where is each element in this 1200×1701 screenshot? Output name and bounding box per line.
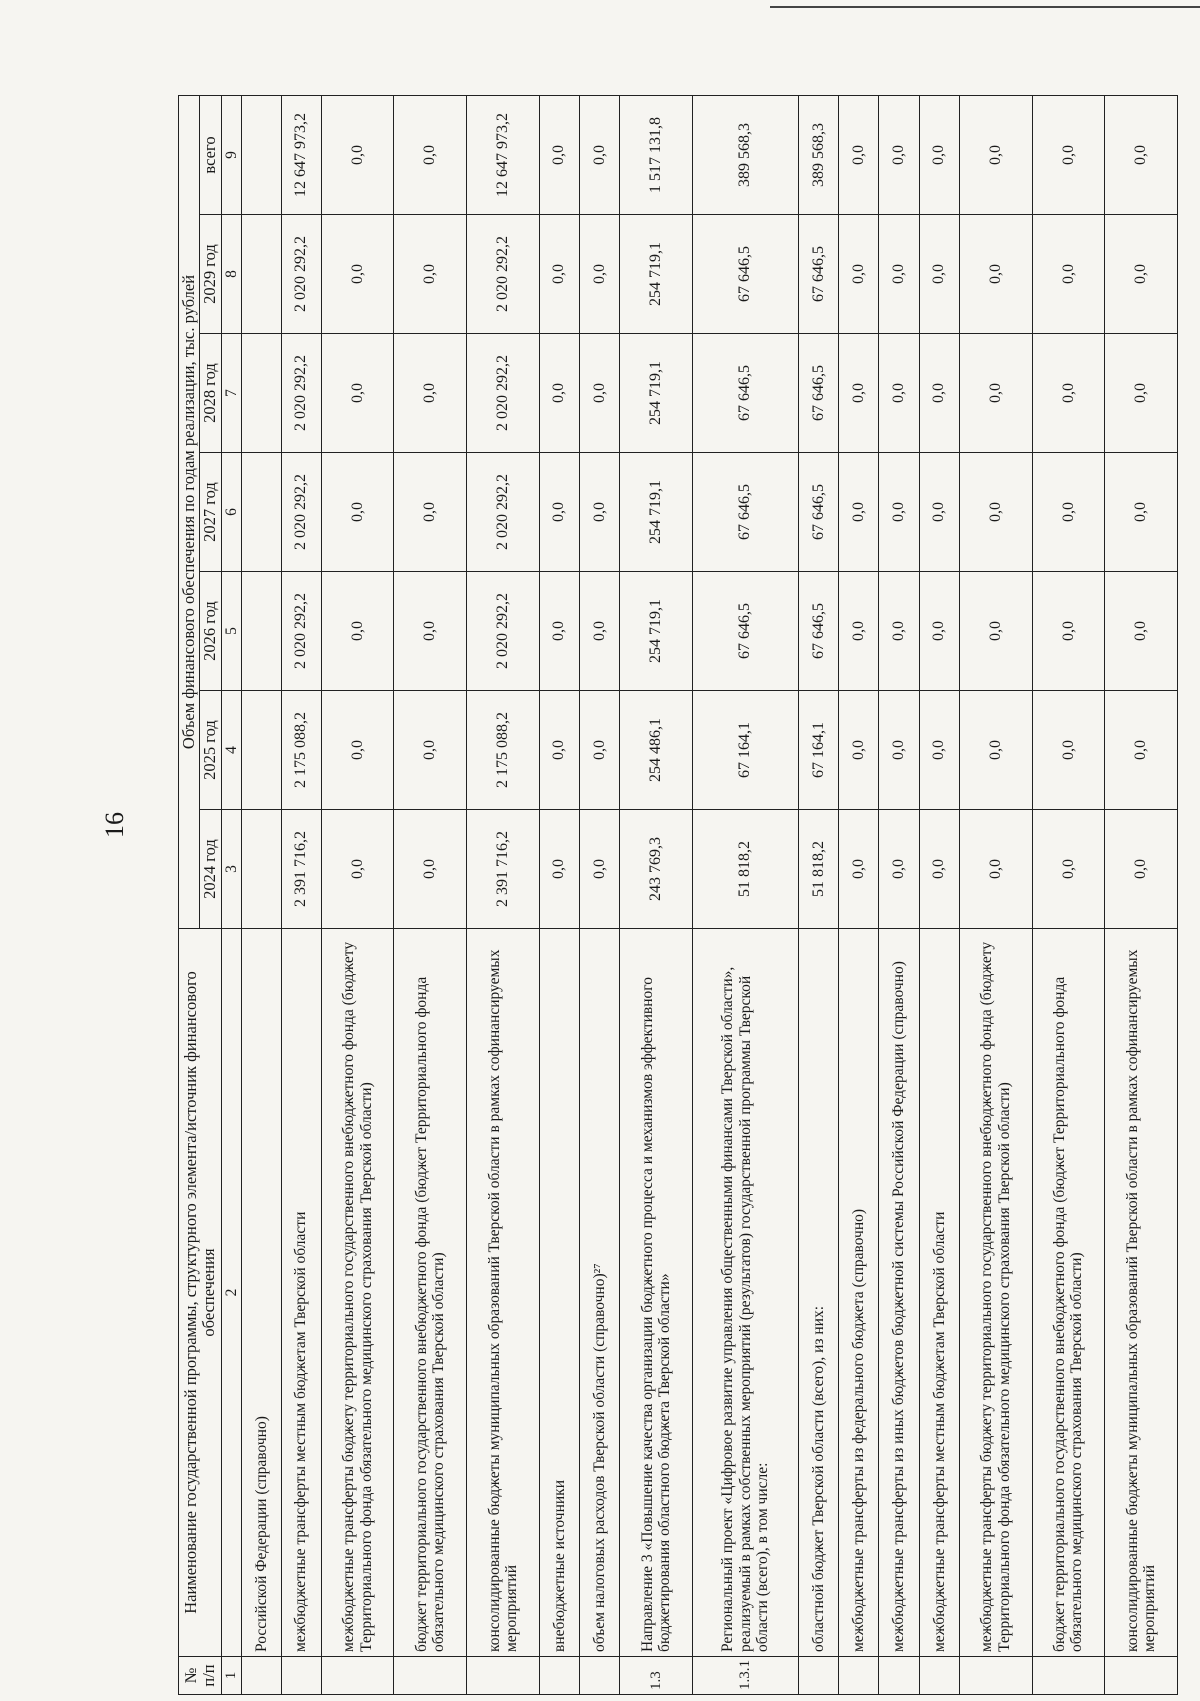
- row-name: межбюджетные трансферты местным бюджетам Тверской области: [919, 929, 959, 1657]
- value-cell: 0,0: [879, 453, 919, 572]
- value-cell: [242, 691, 281, 810]
- value-cell: 0,0: [1105, 810, 1178, 929]
- value-cell: 0,0: [579, 96, 619, 215]
- row-number: [960, 1657, 1033, 1695]
- value-cell: 0,0: [1105, 453, 1178, 572]
- value-cell: 2 020 292,2: [281, 572, 321, 691]
- row-name: консолидированные бюджеты муниципальных образований Тверской области в рамках софинансируемых мероприятий: [1105, 929, 1178, 1657]
- value-cell: 51 818,2: [798, 810, 838, 929]
- header-num: № п/п: [179, 1657, 222, 1695]
- row-number: [919, 1657, 959, 1695]
- value-cell: 0,0: [1032, 572, 1105, 691]
- value-cell: 67 646,5: [798, 215, 838, 334]
- row-name: межбюджетные трансферты из иных бюджетов бюджетной системы Российской Федерации (справочно): [879, 929, 919, 1657]
- row-number: [281, 1657, 321, 1695]
- value-cell: 0,0: [1105, 96, 1178, 215]
- value-cell: 0,0: [579, 453, 619, 572]
- column-number: 6: [221, 453, 241, 572]
- row-number: 1.3.1: [692, 1657, 798, 1695]
- value-cell: 0,0: [539, 453, 579, 572]
- value-cell: 243 769,3: [620, 810, 693, 929]
- value-cell: 0,0: [394, 691, 467, 810]
- value-cell: [242, 453, 281, 572]
- value-cell: 0,0: [1032, 691, 1105, 810]
- table-row: [919, 96, 959, 1695]
- column-number: 9: [221, 96, 241, 215]
- row-name: межбюджетные трансферты местным бюджетам Тверской области: [281, 929, 321, 1657]
- header-year: 2029 год: [200, 215, 221, 334]
- header-name: Наименование государственной программы, структурного элемента/источник финансового обеспечения: [179, 929, 222, 1657]
- value-cell: 0,0: [579, 334, 619, 453]
- value-cell: 0,0: [919, 96, 959, 215]
- value-cell: 2 020 292,2: [467, 215, 540, 334]
- value-cell: 0,0: [1032, 810, 1105, 929]
- column-number: 2: [221, 929, 241, 1657]
- value-cell: 0,0: [394, 334, 467, 453]
- value-cell: 0,0: [539, 334, 579, 453]
- value-cell: 2 020 292,2: [467, 572, 540, 691]
- value-cell: 0,0: [919, 810, 959, 929]
- row-number: [1105, 1657, 1178, 1695]
- scan-edge-line: [770, 6, 1200, 8]
- row-name: Российской Федерации (справочно): [242, 929, 281, 1657]
- row-name: внебюджетные источники: [539, 929, 579, 1657]
- value-cell: 0,0: [919, 453, 959, 572]
- value-cell: 0,0: [1105, 215, 1178, 334]
- value-cell: 0,0: [1032, 215, 1105, 334]
- row-number: [1032, 1657, 1105, 1695]
- value-cell: 67 164,1: [798, 691, 838, 810]
- value-cell: 0,0: [839, 810, 879, 929]
- value-cell: 0,0: [394, 572, 467, 691]
- value-cell: 67 646,5: [798, 453, 838, 572]
- value-cell: 0,0: [839, 572, 879, 691]
- value-cell: 2 175 088,2: [467, 691, 540, 810]
- value-cell: 12 647 973,2: [467, 96, 540, 215]
- header-row-1: [179, 96, 200, 1695]
- value-cell: 0,0: [321, 810, 394, 929]
- column-number: 7: [221, 334, 241, 453]
- value-cell: 0,0: [879, 810, 919, 929]
- value-cell: 0,0: [839, 96, 879, 215]
- value-cell: 0,0: [960, 215, 1033, 334]
- table-row: [839, 96, 879, 1695]
- value-cell: 0,0: [539, 691, 579, 810]
- value-cell: 0,0: [1105, 334, 1178, 453]
- row-name: межбюджетные трансферты из федерального бюджета (справочно): [839, 929, 879, 1657]
- value-cell: 0,0: [839, 691, 879, 810]
- value-cell: 0,0: [539, 96, 579, 215]
- row-number: [579, 1657, 619, 1695]
- table-row: [879, 96, 919, 1695]
- value-cell: 0,0: [839, 334, 879, 453]
- value-cell: 0,0: [1032, 334, 1105, 453]
- value-cell: 0,0: [539, 572, 579, 691]
- value-cell: 254 719,1: [620, 334, 693, 453]
- value-cell: 254 486,1: [620, 691, 693, 810]
- value-cell: 0,0: [839, 215, 879, 334]
- value-cell: 0,0: [579, 572, 619, 691]
- page-number: 16: [100, 812, 129, 838]
- value-cell: 0,0: [919, 572, 959, 691]
- value-cell: [242, 96, 281, 215]
- header-year: 2024 год: [200, 810, 221, 929]
- table-row: [281, 96, 321, 1695]
- value-cell: 2 020 292,2: [281, 453, 321, 572]
- value-cell: 0,0: [321, 96, 394, 215]
- value-cell: 67 646,5: [692, 572, 798, 691]
- value-cell: 67 164,1: [692, 691, 798, 810]
- header-year: 2027 год: [200, 453, 221, 572]
- table-row: [394, 96, 467, 1695]
- row-name: межбюджетные трансферты бюджету территориального государственного внебюджетного фонда (бюджету Территориального фонда обязательного медицинского страхования Тверской области): [960, 929, 1033, 1657]
- value-cell: 67 646,5: [798, 572, 838, 691]
- value-cell: 0,0: [879, 691, 919, 810]
- value-cell: 2 020 292,2: [281, 334, 321, 453]
- table-row: [960, 96, 1033, 1695]
- value-cell: 0,0: [960, 334, 1033, 453]
- column-number: 1: [221, 1657, 241, 1695]
- value-cell: 0,0: [394, 215, 467, 334]
- value-cell: 2 391 716,2: [281, 810, 321, 929]
- value-cell: 389 568,3: [692, 96, 798, 215]
- value-cell: 0,0: [1105, 572, 1178, 691]
- table-row: [1105, 96, 1178, 1695]
- table-row: [692, 96, 798, 1695]
- column-number: 4: [221, 691, 241, 810]
- table-row: [579, 96, 619, 1695]
- table-row: [242, 96, 281, 1695]
- value-cell: 0,0: [919, 215, 959, 334]
- row-number: [798, 1657, 838, 1695]
- value-cell: 0,0: [539, 810, 579, 929]
- rotated-table-container: [178, 95, 1178, 1695]
- row-name: консолидированные бюджеты муниципальных образований Тверской области в рамках софинансируемых мероприятий: [467, 929, 540, 1657]
- header-year: 2025 год: [200, 691, 221, 810]
- value-cell: 0,0: [879, 334, 919, 453]
- value-cell: 0,0: [960, 96, 1033, 215]
- row-number: [242, 1657, 281, 1695]
- row-number: [839, 1657, 879, 1695]
- row-name: Направление 3 «Повышение качества организации бюджетного процесса и механизмов эффективного бюджетирования областного бюджета Тверской области»: [620, 929, 693, 1657]
- value-cell: 2 175 088,2: [281, 691, 321, 810]
- row-name: Региональный проект «Цифровое развитие управления общественными финансами Тверской области», реализуемый в рамках собственных мероприятий (результатов) государственной программы Тверской области (всего), в том числе:: [692, 929, 798, 1657]
- table-row: [467, 96, 540, 1695]
- row-name: объем налоговых расходов Тверской области (справочно)²⁷: [579, 929, 619, 1657]
- value-cell: 0,0: [919, 691, 959, 810]
- value-cell: 0,0: [960, 691, 1033, 810]
- value-cell: 0,0: [321, 215, 394, 334]
- value-cell: 0,0: [919, 334, 959, 453]
- value-cell: 2 020 292,2: [467, 334, 540, 453]
- value-cell: 254 719,1: [620, 572, 693, 691]
- value-cell: 2 391 716,2: [467, 810, 540, 929]
- value-cell: 0,0: [1105, 691, 1178, 810]
- value-cell: [242, 572, 281, 691]
- value-cell: 0,0: [539, 215, 579, 334]
- value-cell: 0,0: [1032, 453, 1105, 572]
- value-cell: 67 646,5: [692, 215, 798, 334]
- header-total: всего: [200, 96, 221, 215]
- value-cell: 12 647 973,2: [281, 96, 321, 215]
- row-number: 1.3: [620, 1657, 693, 1695]
- financing-table: [178, 95, 1178, 1695]
- value-cell: 0,0: [579, 215, 619, 334]
- table-body: [242, 96, 1178, 1695]
- value-cell: 0,0: [394, 96, 467, 215]
- header-year: 2028 год: [200, 334, 221, 453]
- column-number: 8: [221, 215, 241, 334]
- value-cell: 0,0: [1032, 96, 1105, 215]
- column-number-row: [221, 96, 241, 1695]
- row-number: [394, 1657, 467, 1695]
- row-name: межбюджетные трансферты бюджету территориального государственного внебюджетного фонда (бюджету Территориального фонда обязательного медицинского страхования Тверской области): [321, 929, 394, 1657]
- value-cell: 0,0: [321, 453, 394, 572]
- value-cell: 1 517 131,8: [620, 96, 693, 215]
- value-cell: 67 646,5: [798, 334, 838, 453]
- value-cell: 0,0: [321, 334, 394, 453]
- value-cell: [242, 215, 281, 334]
- value-cell: 0,0: [579, 810, 619, 929]
- value-cell: 0,0: [960, 453, 1033, 572]
- row-name: бюджет территориального государственного внебюджетного фонда (бюджет Территориального фонда обязательного медицинского страхования Тверской области): [1032, 929, 1105, 1657]
- value-cell: 51 818,2: [692, 810, 798, 929]
- value-cell: 67 646,5: [692, 453, 798, 572]
- value-cell: 0,0: [879, 96, 919, 215]
- table-row: [798, 96, 838, 1695]
- value-cell: 0,0: [321, 572, 394, 691]
- value-cell: 0,0: [960, 810, 1033, 929]
- value-cell: 0,0: [394, 453, 467, 572]
- table-row: [321, 96, 394, 1695]
- value-cell: 0,0: [879, 215, 919, 334]
- header-volume: Объем финансового обеспечения по годам реализации, тыс. рублей: [179, 96, 200, 929]
- row-number: [321, 1657, 394, 1695]
- row-name: бюджет территориального государственного внебюджетного фонда (бюджет Территориального фонда обязательного медицинского страхования Тверской области): [394, 929, 467, 1657]
- value-cell: 0,0: [839, 453, 879, 572]
- value-cell: 0,0: [960, 572, 1033, 691]
- column-number: 3: [221, 810, 241, 929]
- row-number: [879, 1657, 919, 1695]
- table-row: [1032, 96, 1105, 1695]
- row-number: [467, 1657, 540, 1695]
- value-cell: 67 646,5: [692, 334, 798, 453]
- value-cell: 2 020 292,2: [467, 453, 540, 572]
- column-number: 5: [221, 572, 241, 691]
- value-cell: [242, 810, 281, 929]
- value-cell: 0,0: [321, 691, 394, 810]
- value-cell: 0,0: [579, 691, 619, 810]
- value-cell: 0,0: [394, 810, 467, 929]
- value-cell: 389 568,3: [798, 96, 838, 215]
- value-cell: 2 020 292,2: [281, 215, 321, 334]
- row-name: областной бюджет Тверской области (всего), из них:: [798, 929, 838, 1657]
- table-row: [620, 96, 693, 1695]
- table-row: [539, 96, 579, 1695]
- value-cell: 0,0: [879, 572, 919, 691]
- value-cell: 254 719,1: [620, 453, 693, 572]
- row-number: [539, 1657, 579, 1695]
- value-cell: [242, 334, 281, 453]
- header-year: 2026 год: [200, 572, 221, 691]
- value-cell: 254 719,1: [620, 215, 693, 334]
